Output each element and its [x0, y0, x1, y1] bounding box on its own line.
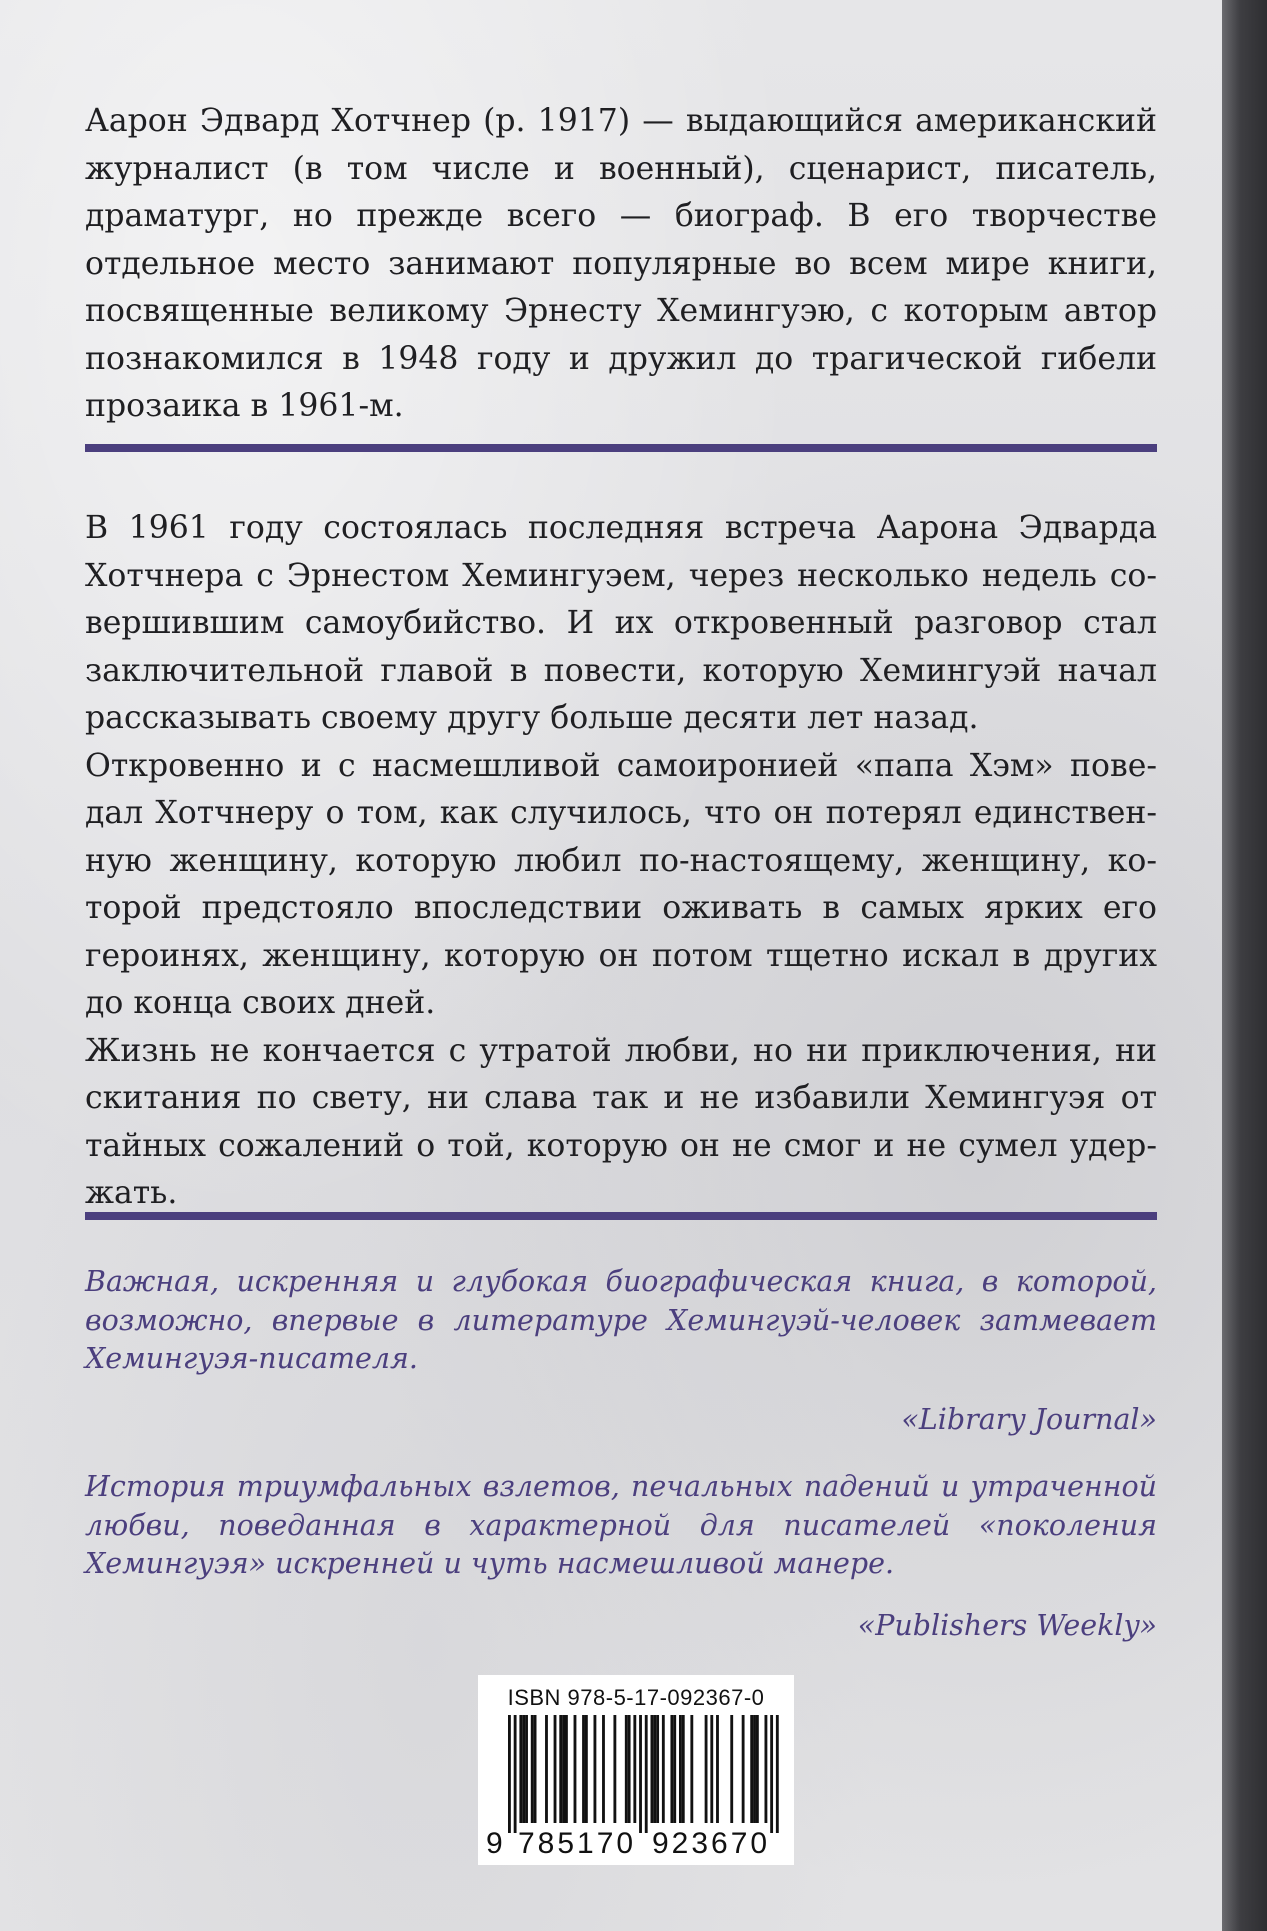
barcode-bar [585, 1715, 588, 1823]
about-author-section [85, 98, 1157, 431]
barcode-bar [730, 1715, 733, 1823]
barcode-bar [651, 1715, 654, 1823]
annotation-paragraph-3: Жизнь не кончается с утратой любви, но ни приключения, ни скитания по свету, ни слава так и не избавили Хемингуэя от тайных сожалений о той, которую он не смог и не сумел удержать. [85, 1032, 1157, 1211]
barcode-bar [525, 1715, 528, 1823]
barcode-bar [690, 1715, 693, 1823]
ean-left-group: 785170 [518, 1827, 637, 1860]
review-1-source-wrap [85, 1401, 1157, 1439]
about-author-text: Аарон Эдвард Хотчнер (р. 1917) — выдающийся американский журналист (в том числе и военный), сценарист, писатель, драматург, но прежде всего — биограф. В его творчестве отдельное место занимают популярные во всем мире книги, посвященные великому Эрнесту Хемингуэю, с которым автор познакомился в 1948 году и дружил до трагической гибели прозаика в 1961-м. [85, 103, 1157, 424]
barcode-bar [545, 1715, 548, 1823]
review-source: «Library Journal» [901, 1403, 1157, 1436]
barcode-bar [705, 1715, 708, 1823]
barcode-bar [645, 1715, 648, 1833]
review-1 [85, 1263, 1157, 1379]
annotation-paragraph-1: В 1961 году состоялась последняя встреча Аарона Эдварда Хотчнера с Эрнестом Хемингуэем, через несколько недель совершившим самоубийство. И их откровенный разговор стал заключительной главой в повести, которую Хемингуэй начал рассказывать своему другу больше десяти лет назад. [85, 510, 1157, 736]
review-2 [85, 1468, 1157, 1584]
barcode-bar [508, 1715, 511, 1833]
review-source: «Publishers Weekly» [857, 1609, 1157, 1642]
barcode-bar [554, 1715, 557, 1823]
barcode-bar [602, 1715, 605, 1823]
barcode-bar [613, 1715, 616, 1823]
barcode-bar [679, 1715, 682, 1823]
barcode-bar [594, 1715, 597, 1823]
barcode-bar [776, 1715, 779, 1833]
ean-first-digit: 9 [486, 1827, 506, 1860]
barcode-bar [633, 1715, 636, 1823]
divider-bottom [85, 1212, 1157, 1220]
barcode-bar [574, 1715, 577, 1823]
barcode-bar [756, 1715, 759, 1823]
barcode-bar [770, 1715, 773, 1833]
review-2-source-wrap [85, 1607, 1157, 1645]
cover-edge [1222, 0, 1267, 1931]
review-quote: История триумфальных взлетов, печальных падений и утраченной любви, поведанная в характерной для писателей «поколения Хемингуэя» искренней и чуть насмешливой манере. [85, 1470, 1157, 1580]
barcode-bar [562, 1715, 565, 1823]
review-quote: Важная, искренняя и глубокая биографическая книга, в которой, возможно, впервые в литературе Хемингуэй-человек затмевает Хемингуэя-писателя. [85, 1265, 1157, 1375]
barcode-bar [565, 1715, 568, 1823]
barcode-bar [582, 1715, 585, 1823]
divider-top [85, 444, 1157, 452]
barcode-bar [519, 1715, 522, 1823]
barcode-bar [682, 1715, 685, 1823]
barcode-bar [531, 1715, 534, 1823]
barcode-bar [522, 1715, 525, 1823]
barcode-bar [765, 1715, 768, 1823]
barcode-bar [750, 1715, 753, 1823]
barcode-bar [670, 1715, 673, 1823]
isbn-barcode [478, 1675, 794, 1865]
barcode-bar [639, 1715, 642, 1833]
barcode-bar [534, 1715, 537, 1823]
barcode-bar [559, 1715, 562, 1823]
barcode-bar [628, 1715, 631, 1823]
barcode-bar [716, 1715, 719, 1823]
annotation-paragraph-2: Откровенно и с насмешливой самоиронией «папа Хэм» поведал Хотчнеру о том, как случилось, что он потерял единственную женщину, которую любил по-настоящему, женщину, которой предстояло впоследствии оживать в самых ярких его героинях, женщину, которую он потом тщетно искал в других до конца своих дней. [85, 747, 1157, 1021]
barcode-bar [710, 1715, 713, 1823]
annotation-section [85, 505, 1157, 1218]
barcode-bar [753, 1715, 756, 1823]
isbn-label: ISBN 978-5-17-092367-0 [507, 1685, 765, 1710]
barcode-bar [514, 1715, 517, 1833]
barcode-bar [656, 1715, 659, 1823]
barcode-bar [742, 1715, 745, 1823]
barcode-bar [653, 1715, 656, 1823]
ean-right-group: 923670 [652, 1827, 771, 1860]
barcode-bar [673, 1715, 676, 1823]
barcode-bar [625, 1715, 628, 1823]
barcode-bar [662, 1715, 665, 1823]
